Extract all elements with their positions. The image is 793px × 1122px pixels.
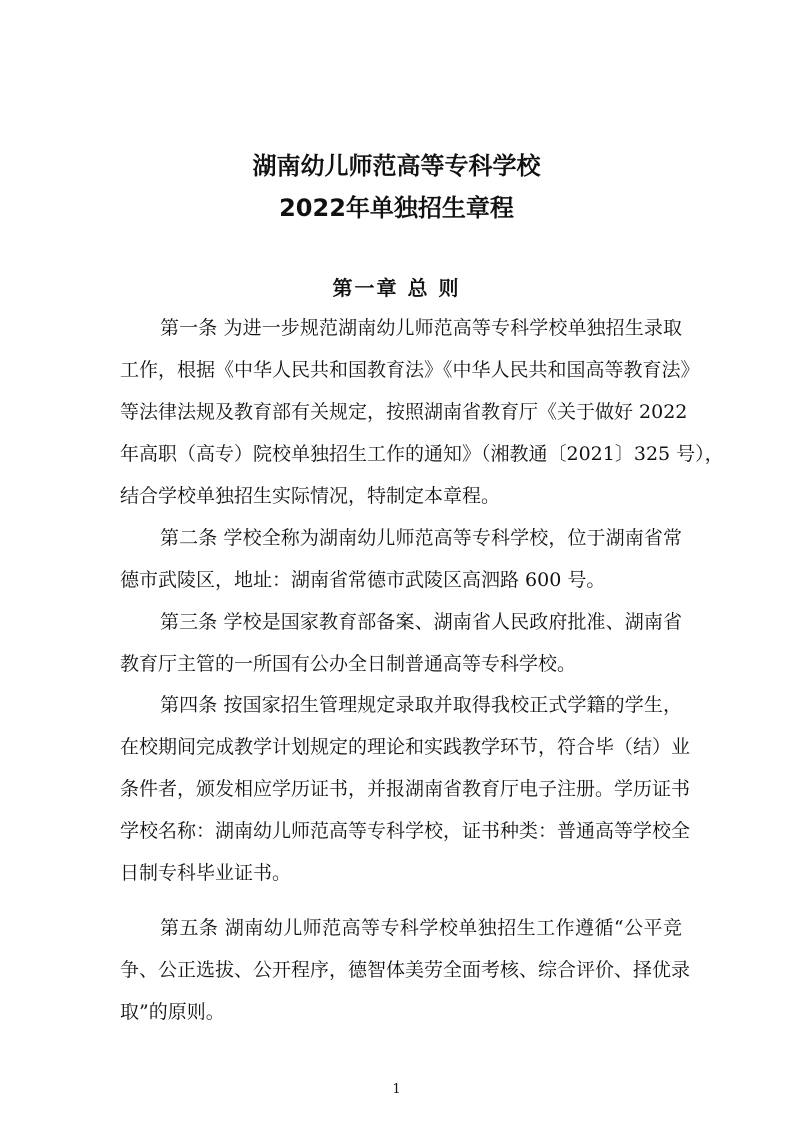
- title-line-1: 湖南幼儿师范高等专科学校: [252, 152, 541, 180]
- text-line: 第一条 为进一步规范湖南幼儿师范高等专科学校单独招生录取: [160, 317, 682, 339]
- chapter-heading: 第一章 总 则: [332, 276, 461, 300]
- text-line: 争、公正选拔、公开程序，德智体美劳全面考核、综合评价、择优录: [120, 959, 691, 981]
- title-line-2: 2022年单独招生章程: [279, 194, 514, 222]
- text-line: 年高职（高专）院校单独招生工作的通知》（湘教通〔2021〕325 号），: [120, 443, 724, 465]
- page-number: 1: [392, 1082, 401, 1097]
- text-line: 等法律法规及教育部有关规定，按照湖南省教育厅《关于做好 2022: [120, 401, 688, 423]
- text-line: 条件者，颁发相应学历证书，并报湖南省教育厅电子注册。学历证书: [120, 778, 691, 800]
- text-line: 结合学校单独招生实际情况，特制定本章程。: [120, 485, 501, 507]
- text-line: 第五条 湖南幼儿师范高等专科学校单独招生工作遵循“公平竞: [160, 917, 682, 939]
- text-line: 教育厅主管的一所国有公办全日制普通高等专科学校。: [120, 653, 577, 675]
- text-line: 工作，根据《中华人民共和国教育法》《中华人民共和国高等教育法》: [120, 359, 700, 381]
- text-line: 在校期间完成教学计划规定的理论和实践教学环节，符合毕（结）业: [120, 736, 691, 758]
- text-line: 德市武陵区，地址：湖南省常德市武陵区高泗路 600 号。: [120, 569, 606, 591]
- text-line: 第四条 按国家招生管理规定录取并取得我校正式学籍的学生，: [160, 694, 682, 716]
- text-line: 取”的原则。: [120, 1001, 225, 1023]
- text-line: 日制专科毕业证书。: [120, 862, 292, 884]
- text-line: 学校名称：湖南幼儿师范高等专科学校，证书种类：普通高等学校全: [120, 820, 691, 842]
- text-line: 第三条 学校是国家教育部备案、湖南省人民政府批准、湖南省: [160, 611, 682, 633]
- text-line: 第二条 学校全称为湖南幼儿师范高等专科学校，位于湖南省常: [160, 527, 682, 549]
